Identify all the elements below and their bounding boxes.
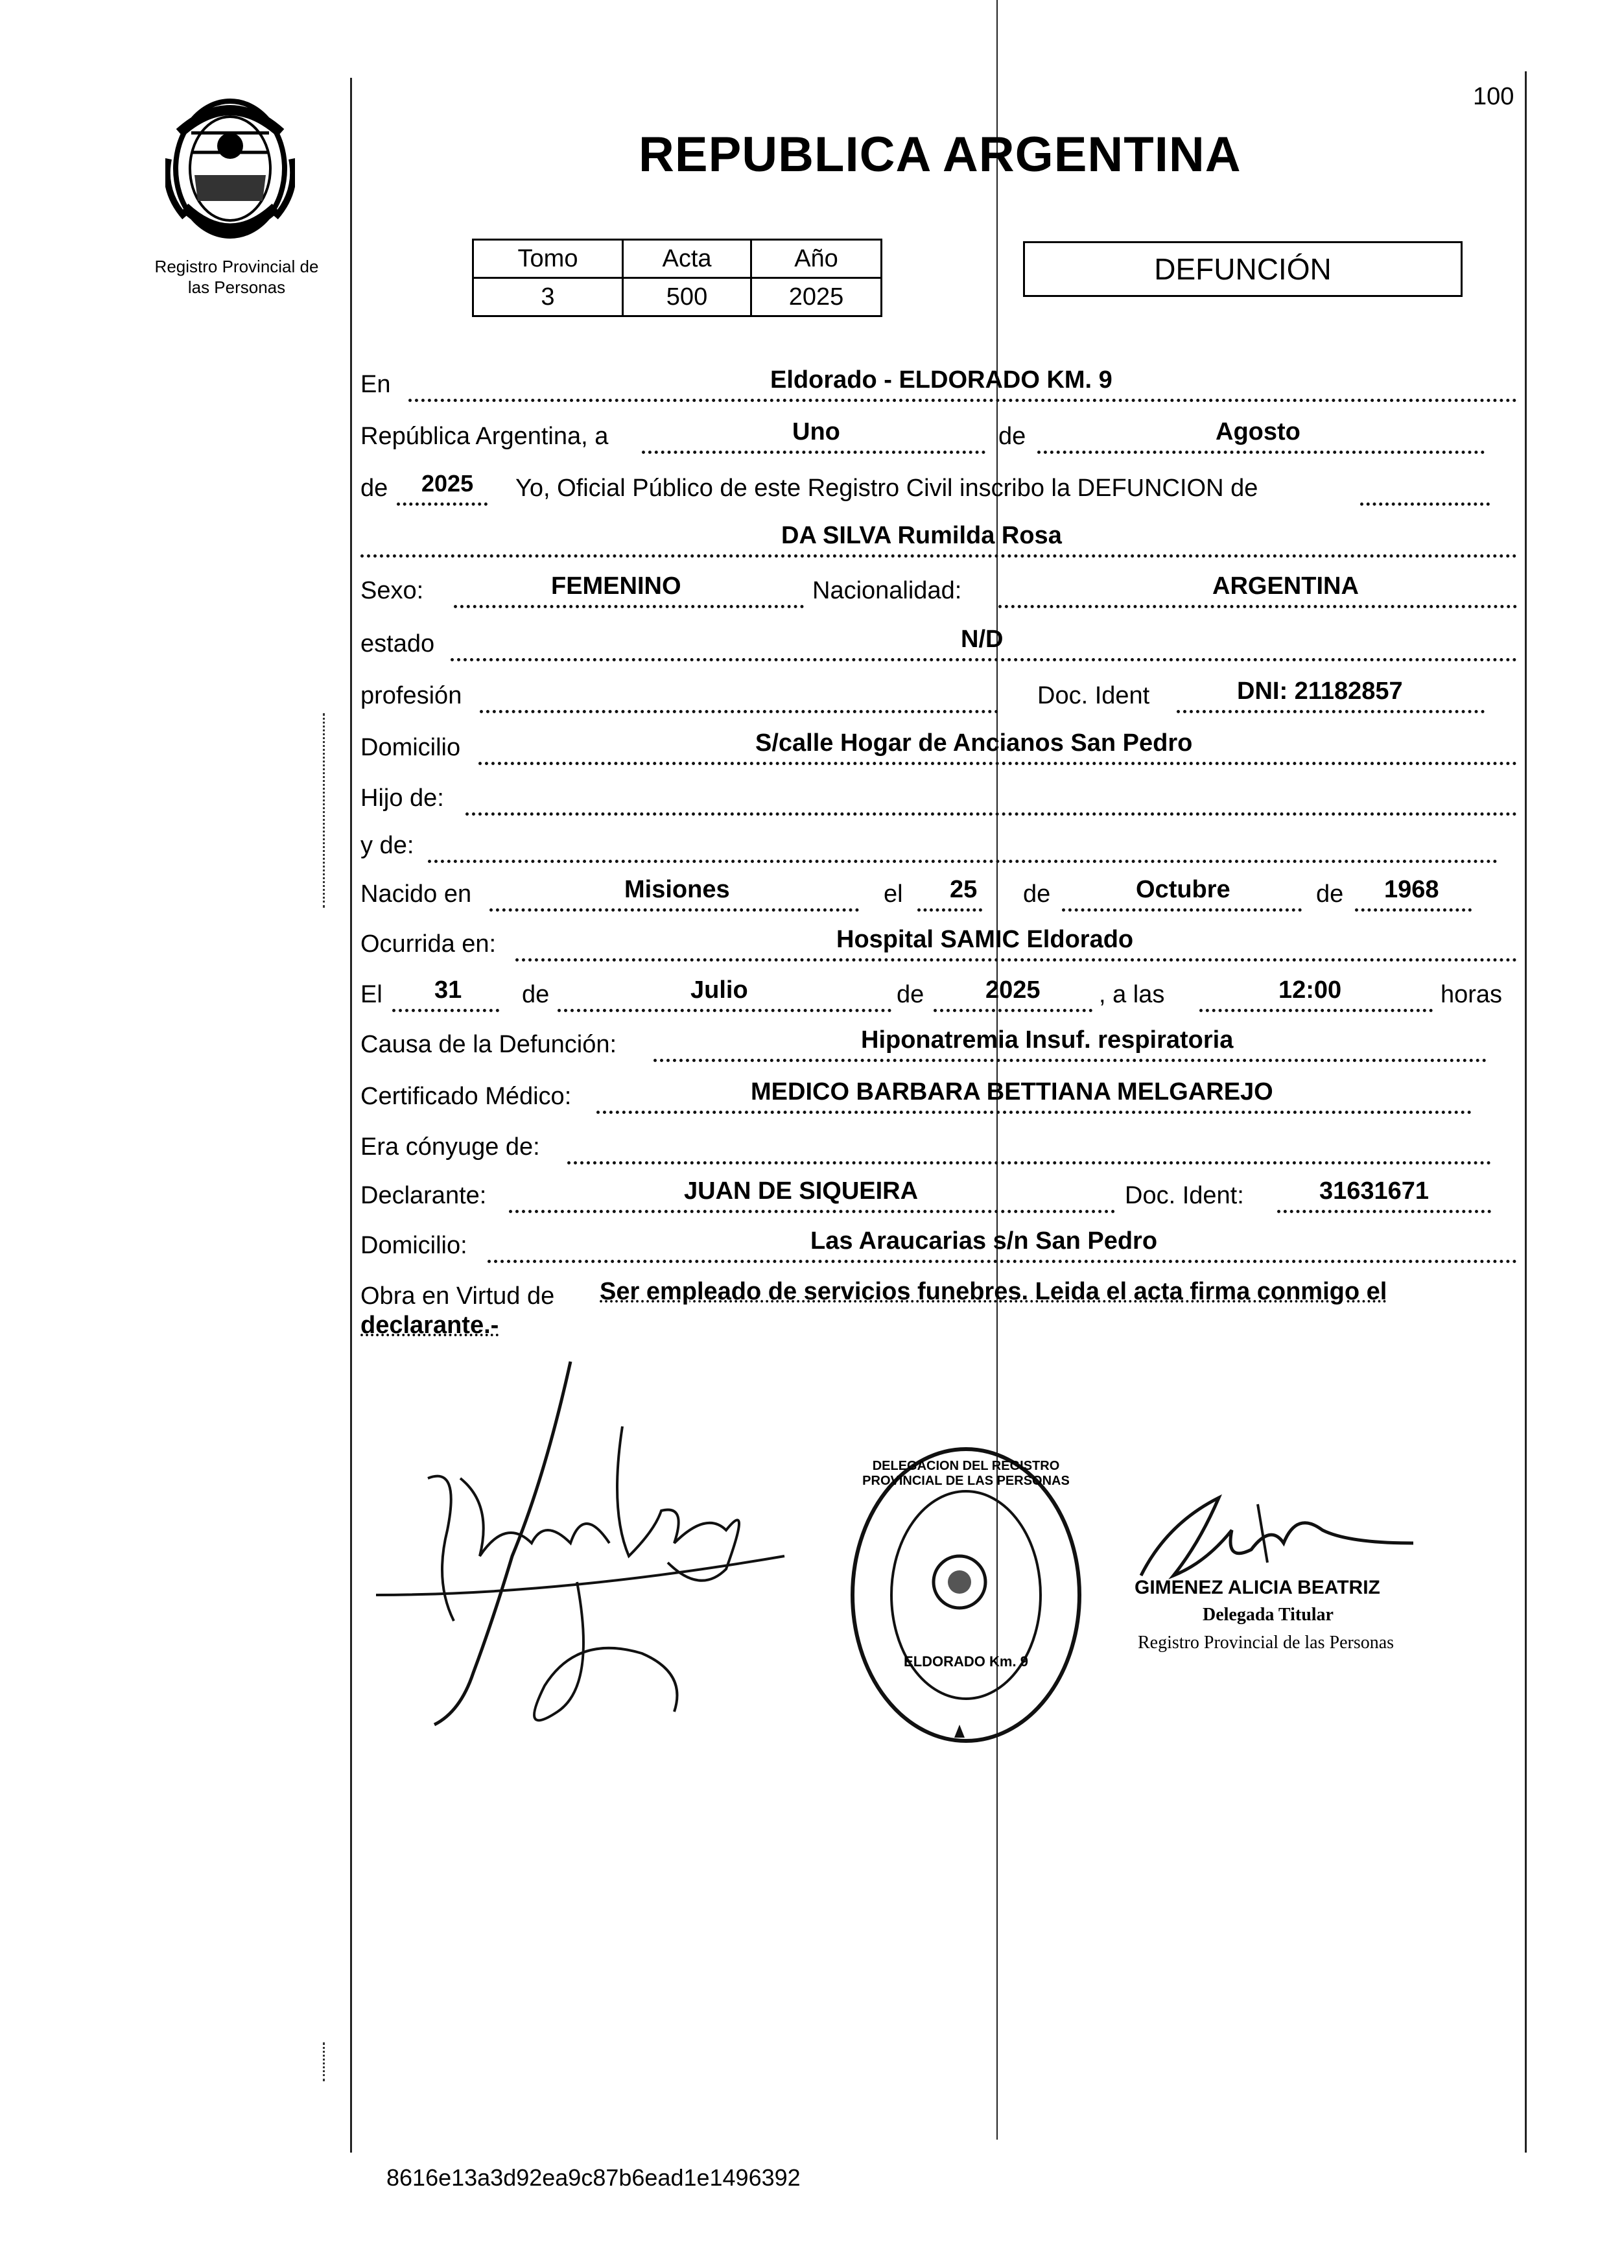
provincial-emblem [165, 94, 295, 243]
label-de-death-month: de [522, 981, 550, 1008]
virtue-line1: Ser empleado de servicios funebres. Leida el acta firma conmigo el [600, 1278, 1387, 1305]
tomo-value: 3 [473, 278, 623, 316]
label-causa: Causa de la Defunción: [360, 1031, 617, 1058]
dots-declarant-address [488, 1260, 1517, 1263]
dots-ocurrida [515, 958, 1517, 962]
declarant: JUAN DE SIQUEIRA [684, 1177, 919, 1205]
dots-conyuge [567, 1161, 1491, 1164]
record-type-box: DEFUNCIÓN [1023, 241, 1463, 297]
year: 2025 [421, 470, 474, 497]
dots-death-month [558, 1009, 891, 1012]
dots-birth-place [489, 908, 859, 912]
right-margin-line [1525, 71, 1527, 2153]
left-edge-marks [323, 713, 325, 908]
day-words: Uno [792, 418, 840, 445]
dots-birth-year [1355, 908, 1472, 912]
civil-status: N/D [961, 626, 1004, 653]
officer-role: Delegada Titular [1203, 1605, 1334, 1625]
dots-sexo [454, 605, 804, 608]
label-de-month: de [998, 423, 1026, 450]
dots-doc-ident [1177, 710, 1485, 713]
dots-en [408, 399, 1517, 402]
month: Agosto [1216, 418, 1300, 445]
stamp-inner-text: ELDORADO Km. 9 [904, 1653, 1028, 1670]
dots-causa [653, 1059, 1487, 1062]
record-table [472, 239, 882, 317]
dots-month [1037, 451, 1485, 454]
address: S/calle Hogar de Ancianos San Pedro [755, 729, 1193, 757]
death-time: 12:00 [1278, 976, 1342, 1004]
label-en: En [360, 371, 391, 398]
sex: FEMENINO [551, 573, 681, 600]
dots-year [397, 502, 488, 506]
tomo-header: Tomo [473, 240, 623, 278]
dots-birth-month [1062, 908, 1302, 912]
page-number: 100 [1473, 83, 1514, 110]
dots-profesion [480, 710, 998, 713]
label-obra: Obra en Virtud de [360, 1282, 555, 1310]
dots-intro-end [1360, 502, 1490, 506]
page-title: REPUBLICA ARGENTINA [639, 127, 1242, 182]
left-edge-marks-2 [323, 2042, 325, 2081]
label-doc-ident: Doc. Ident [1037, 682, 1150, 709]
cause: Hiponatremia Insuf. respiratoria [861, 1026, 1234, 1054]
acta-value: 500 [623, 278, 751, 316]
left-margin-line [350, 78, 352, 2153]
document-hash: 8616e13a3d92ea9c87b6ead1e1496392 [386, 2164, 801, 2191]
label-de-birth-month: de [1023, 880, 1051, 908]
anio-header: Año [751, 240, 882, 278]
label-a-las: , a las [1099, 981, 1165, 1008]
dots-certificado [596, 1111, 1472, 1114]
registry-name-line2: las Personas [187, 278, 286, 297]
dots-name [360, 554, 1517, 558]
virtue-line2: declarante.- [360, 1312, 499, 1339]
label-de-year: de [360, 475, 388, 502]
declarant-address: Las Araucarias s/n San Pedro [810, 1227, 1158, 1255]
label-nacionalidad: Nacionalidad: [812, 577, 962, 604]
label-profesion: profesión [360, 682, 462, 709]
stamp-outer-text: DELEGACION DEL REGISTRO PROVINCIAL DE LAS PERSONAS [862, 1459, 1070, 1488]
place: Eldorado - ELDORADO KM. 9 [770, 366, 1112, 394]
label-domicilio-declarante: Domicilio: [360, 1232, 467, 1259]
center-fold-line [996, 0, 998, 2140]
label-domicilio: Domicilio [360, 734, 461, 761]
label-y-de: y de: [360, 832, 414, 859]
emblem-icon [165, 94, 295, 243]
death-day: 31 [434, 976, 462, 1004]
dots-day [642, 451, 985, 454]
death-month: Julio [690, 976, 748, 1004]
acta-header: Acta [623, 240, 751, 278]
dots-declarante [509, 1210, 1115, 1213]
birth-day: 25 [950, 876, 978, 903]
birth-year: 1968 [1384, 876, 1439, 903]
label-de-death-year: de [897, 981, 924, 1008]
label-horas: horas [1441, 981, 1503, 1008]
label-doc-ident-declarante: Doc. Ident: [1125, 1182, 1244, 1209]
dots-y-de [428, 860, 1498, 863]
intro-text: Yo, Oficial Público de este Registro Civil inscribo la DEFUNCION de [515, 475, 1258, 502]
label-estado: estado [360, 630, 435, 657]
dots-death-year [934, 1009, 1092, 1012]
label-sexo: Sexo: [360, 577, 424, 604]
dots-nacionalidad [998, 605, 1517, 608]
label-nacido-en: Nacido en [360, 880, 472, 908]
dots-birth-day [917, 908, 982, 912]
label-hijo-de: Hijo de: [360, 785, 444, 812]
declarant-doc: 31631671 [1319, 1177, 1430, 1205]
declarant-signature [363, 1349, 817, 1738]
dots-domicilio [478, 762, 1517, 765]
dots-death-day [392, 1009, 499, 1012]
doc-id: DNI: 21182857 [1237, 678, 1403, 705]
birth-month: Octubre [1136, 876, 1230, 903]
anio-value: 2025 [751, 278, 882, 316]
dots-hijo-de [465, 812, 1517, 816]
label-declarante: Declarante: [360, 1182, 487, 1209]
officer-name: GIMENEZ ALICIA BEATRIZ [1135, 1577, 1380, 1598]
label-ocurrida-en: Ocurrida en: [360, 930, 497, 958]
label-el-death: El [360, 981, 382, 1008]
dots-declarant-doc [1277, 1210, 1491, 1213]
label-de-birth-year: de [1316, 880, 1344, 908]
label-el: el [884, 880, 903, 908]
death-year: 2025 [985, 976, 1041, 1004]
dots-estado [451, 658, 1517, 661]
official-stamp [843, 1439, 1089, 1751]
medical-cert: MEDICO BARBARA BETTIANA MELGAREJO [751, 1078, 1273, 1105]
registry-name [123, 256, 350, 298]
nationality: ARGENTINA [1212, 573, 1359, 600]
label-republica: República Argentina, a [360, 423, 609, 450]
officer-registry: Registro Provincial de las Personas [1138, 1633, 1395, 1653]
deceased-name: DA SILVA Rumilda Rosa [781, 522, 1062, 549]
label-conyuge: Era cónyuge de: [360, 1133, 540, 1161]
birth-place: Misiones [624, 876, 730, 903]
dots-death-time [1199, 1009, 1433, 1012]
occurred-in: Hospital SAMIC Eldorado [836, 926, 1134, 953]
label-certificado: Certificado Médico: [360, 1083, 572, 1110]
registry-name-line1: Registro Provincial de [154, 257, 319, 276]
